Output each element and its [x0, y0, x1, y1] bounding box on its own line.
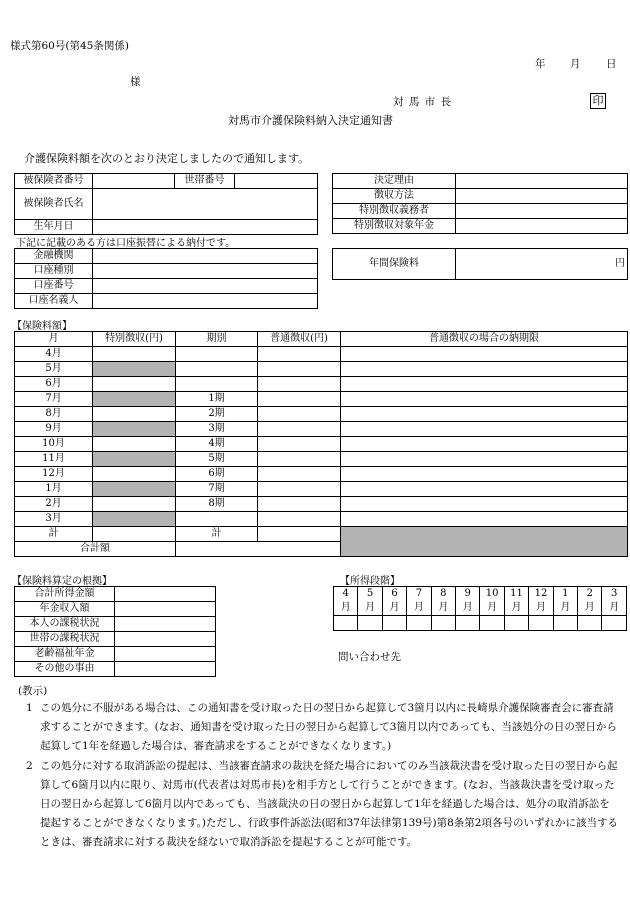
income-stage-cell	[578, 616, 602, 631]
account-type-label: 口座種別	[15, 264, 93, 279]
income-month-header	[553, 587, 577, 616]
premium-row	[15, 392, 628, 407]
premium-month: 3月	[15, 512, 93, 527]
premium-period	[176, 512, 258, 527]
income-month-header	[480, 587, 504, 616]
income-month-header	[529, 587, 553, 616]
income-month-unit: 月	[535, 602, 546, 613]
basis-row-label: その他の事由	[15, 662, 115, 677]
income-month-unit: 月	[609, 602, 620, 613]
instruction-text: この処分に不服がある場合は、この通知書を受け取った日の翌日から起算して3箇月以内に長崎県介護保険審査会に審査請求することができます。(なお、通知書を受け取った日の翌日から起算して3箇月以内であっても、当該処分の日の翌日から起算して1年を経過した場合は、審査請求をすることができなくなります。)	[40, 702, 617, 752]
income-month-number: 1	[562, 588, 569, 599]
premium-row	[15, 407, 628, 422]
income-month-number: 4	[342, 588, 349, 599]
income-month-header	[358, 587, 382, 616]
premium-special-cell	[93, 452, 176, 467]
premium-month: 9月	[15, 422, 93, 437]
income-month-header	[504, 587, 528, 616]
collection-method-label: 徴収方法	[333, 189, 456, 204]
premium-period	[176, 362, 258, 377]
premium-row	[15, 437, 628, 452]
premium-special-cell	[93, 362, 176, 377]
income-month-number: 8	[440, 588, 447, 599]
premium-deadline-cell	[341, 452, 628, 467]
premium-ordinary-cell	[258, 467, 341, 482]
premium-deadline-cell	[341, 467, 628, 482]
basis-table	[14, 586, 216, 677]
premium-special-cell	[93, 407, 176, 422]
household-number-label: 世帯番号	[175, 174, 235, 189]
income-month-number: 5	[366, 588, 374, 599]
income-month-unit: 月	[340, 602, 351, 613]
premium-row	[15, 467, 628, 482]
income-month-unit: 月	[438, 602, 449, 613]
instruction-item-2	[20, 757, 620, 852]
premium-special-cell	[93, 482, 176, 497]
addressee-suffix: 様	[130, 76, 141, 88]
income-month-unit: 月	[511, 602, 522, 613]
income-month-unit: 月	[487, 602, 498, 613]
contact-label: 問い合わせ先	[338, 651, 401, 663]
income-month-header	[602, 587, 627, 616]
premium-row	[15, 482, 628, 497]
premium-period: 7期	[176, 482, 258, 497]
birthdate-value	[93, 220, 318, 235]
insured-number-value	[93, 174, 175, 189]
premium-total-label: 合計額	[15, 542, 176, 557]
bank-name-label: 金融機関	[15, 249, 93, 264]
premium-month: 4月	[15, 347, 93, 362]
special-collector-label: 特別徴収義務者	[333, 204, 456, 219]
income-month-header	[382, 587, 406, 616]
basis-row-label: 世帯の課税状況	[15, 632, 115, 647]
basis-row-label: 合計所得金額	[15, 587, 115, 602]
income-month-number: 10	[485, 588, 499, 599]
income-month-unit: 月	[584, 602, 595, 613]
premium-special-cell	[93, 377, 176, 392]
annual-premium-label: 年間保険料	[333, 249, 456, 280]
premium-ordinary-cell	[258, 437, 341, 452]
instruction-heading: (教示)	[18, 685, 48, 697]
income-month-number: 9	[464, 588, 471, 599]
insured-name-label: 被保険者氏名	[15, 189, 93, 220]
income-value-row	[334, 616, 627, 631]
premium-subtotal-label: 計	[15, 527, 93, 542]
premium-header-period: 期別	[176, 332, 258, 347]
issuer: 対 馬 市 長	[393, 96, 453, 108]
premium-period: 1期	[176, 392, 258, 407]
premium-deadline-cell	[341, 482, 628, 497]
income-month-unit: 月	[365, 602, 376, 613]
insured-name-value	[93, 189, 318, 220]
basis-row-label: 年金収入額	[15, 602, 115, 617]
premium-special-cell	[93, 512, 176, 527]
premium-special-cell	[93, 422, 176, 437]
premium-special-cell	[93, 467, 176, 482]
premium-period: 2期	[176, 407, 258, 422]
basis-row-label: 老齢福祉年金	[15, 647, 115, 662]
income-header-row	[334, 587, 627, 616]
premium-ordinary-cell	[258, 482, 341, 497]
premium-period	[176, 347, 258, 362]
form-number: 様式第60号(第45条関係)	[10, 40, 129, 52]
income-month-unit: 月	[413, 602, 424, 613]
premium-ordinary-cell	[258, 407, 341, 422]
premium-deadline-cell	[341, 347, 628, 362]
premium-row	[15, 377, 628, 392]
income-stage-cell	[407, 616, 431, 631]
income-month-number: 6	[391, 588, 398, 599]
premium-period: 6期	[176, 467, 258, 482]
income-month-header	[456, 587, 480, 616]
premium-deadline-cell	[341, 407, 628, 422]
instruction-number: 1	[26, 702, 33, 714]
premium-ordinary-cell	[258, 497, 341, 512]
date-month: 月	[570, 58, 581, 70]
basis-row-label: 本人の課税状況	[15, 617, 115, 632]
premium-special-cell	[93, 437, 176, 452]
income-stage-cell	[334, 616, 358, 631]
premium-section-title: 【保険料額】	[12, 321, 72, 332]
premium-row	[15, 347, 628, 362]
premium-month: 8月	[15, 407, 93, 422]
premium-ordinary-cell	[258, 512, 341, 527]
premium-ordinary-cell	[258, 452, 341, 467]
household-number-value	[235, 174, 318, 189]
premium-deadline-cell	[341, 362, 628, 377]
premium-month: 12月	[15, 467, 93, 482]
premium-ordinary-cell	[258, 377, 341, 392]
income-month-number: 12	[534, 588, 548, 599]
basis-section-title: 【保険料算定の根拠】	[12, 576, 112, 587]
premium-deadline-cell	[341, 497, 628, 512]
income-stage-cell	[382, 616, 406, 631]
insured-table	[14, 173, 318, 235]
income-stage-cell	[504, 616, 528, 631]
premium-deadline-cell	[341, 377, 628, 392]
premium-header-ordinary: 普通徴収(円)	[258, 332, 341, 347]
income-table	[333, 586, 627, 631]
premium-subtotal-row	[15, 527, 628, 542]
premium-month: 11月	[15, 452, 93, 467]
premium-deadline-cell	[341, 437, 628, 452]
premium-deadline-cell	[341, 512, 628, 527]
income-month-unit: 月	[560, 602, 571, 613]
premium-subtotal-label-2: 計	[176, 527, 258, 542]
seal-mark: 印	[590, 93, 606, 109]
income-month-header	[334, 587, 358, 616]
decision-table	[332, 173, 628, 234]
instruction-number: 2	[26, 760, 33, 772]
income-section-title: 【所得段階】	[340, 576, 400, 587]
annual-premium-table	[332, 248, 628, 280]
premium-deadline-cell	[341, 392, 628, 407]
premium-ordinary-cell	[258, 392, 341, 407]
premium-row	[15, 422, 628, 437]
premium-month: 1月	[15, 482, 93, 497]
premium-month: 10月	[15, 437, 93, 452]
income-month-unit: 月	[389, 602, 400, 613]
income-stage-cell	[529, 616, 553, 631]
account-transfer-note: 下記に記載のある方は口座振替による納付です。	[16, 238, 236, 249]
premium-header-deadline: 普通徴収の場合の納期限	[341, 332, 628, 347]
premium-month: 7月	[15, 392, 93, 407]
income-stage-cell	[480, 616, 504, 631]
premium-month: 5月	[15, 362, 93, 377]
birthdate-label: 生年月日	[15, 220, 93, 235]
premium-month: 2月	[15, 497, 93, 512]
income-stage-cell	[358, 616, 382, 631]
premium-special-cell	[93, 347, 176, 362]
decision-reason-label: 決定理由	[333, 174, 456, 189]
instruction-item-1	[20, 699, 620, 756]
premium-table	[14, 331, 628, 557]
premium-row	[15, 512, 628, 527]
premium-period	[176, 377, 258, 392]
date-year: 年	[535, 58, 546, 70]
income-month-header	[431, 587, 455, 616]
income-stage-cell	[553, 616, 577, 631]
premium-ordinary-cell	[258, 422, 341, 437]
premium-period: 4期	[176, 437, 258, 452]
income-stage-cell	[456, 616, 480, 631]
premium-month: 6月	[15, 377, 93, 392]
insured-number-label: 被保険者番号	[15, 174, 93, 189]
income-month-number: 11	[510, 588, 523, 599]
income-month-number: 7	[415, 588, 423, 599]
income-month-header	[578, 587, 602, 616]
date-day: 日	[606, 58, 617, 70]
special-pension-label: 特別徴収対象年金	[333, 219, 456, 234]
premium-period: 8期	[176, 497, 258, 512]
premium-period: 3期	[176, 422, 258, 437]
income-stage-cell	[431, 616, 455, 631]
premium-special-cell	[93, 392, 176, 407]
instruction-text: この処分に対する取消訴訟の提起は、当該審査請求の裁決を経た場合においてのみ当該裁決書を受け取った日の翌日から起算して6箇月以内に限り、対馬市(代表者は対馬市長)を相手方として行うことができます。(なお、当該裁決書を受け取った日の翌日から起算して6箇月以内であっても、当該裁決の日の翌日から起算して1年を経過した場合は、処分の取消訴訟を提起することができなくなります。)ただし、行政事件訴訟法(昭和37年法律第139号)第8条第2項各号のいずれかに該当するときは、審査請求に対する裁決を経ないで取消訴訟を提起することが可能です。	[40, 760, 618, 848]
premium-row	[15, 452, 628, 467]
income-month-unit: 月	[462, 602, 473, 613]
page-title: 対馬市介護保険料納入決定通知書	[228, 114, 393, 127]
premium-special-cell	[93, 497, 176, 512]
premium-ordinary-cell	[258, 347, 341, 362]
annual-premium-unit: 円	[456, 249, 628, 280]
premium-period: 5期	[176, 452, 258, 467]
account-number-label: 口座番号	[15, 279, 93, 294]
intro-text: 介護保険料額を次のとおり決定しましたので通知します。	[24, 152, 310, 165]
premium-ordinary-cell	[258, 362, 341, 377]
bank-table	[14, 248, 318, 309]
income-month-number: 2	[586, 588, 593, 599]
income-stage-cell	[602, 616, 627, 631]
account-holder-label: 口座名義人	[15, 294, 93, 309]
premium-deadline-cell	[341, 422, 628, 437]
premium-row	[15, 497, 628, 512]
premium-header-month: 月	[15, 332, 93, 347]
premium-row	[15, 362, 628, 377]
premium-header-special: 特別徴収(円)	[93, 332, 176, 347]
income-month-number: 3	[611, 588, 618, 599]
income-month-header	[407, 587, 431, 616]
